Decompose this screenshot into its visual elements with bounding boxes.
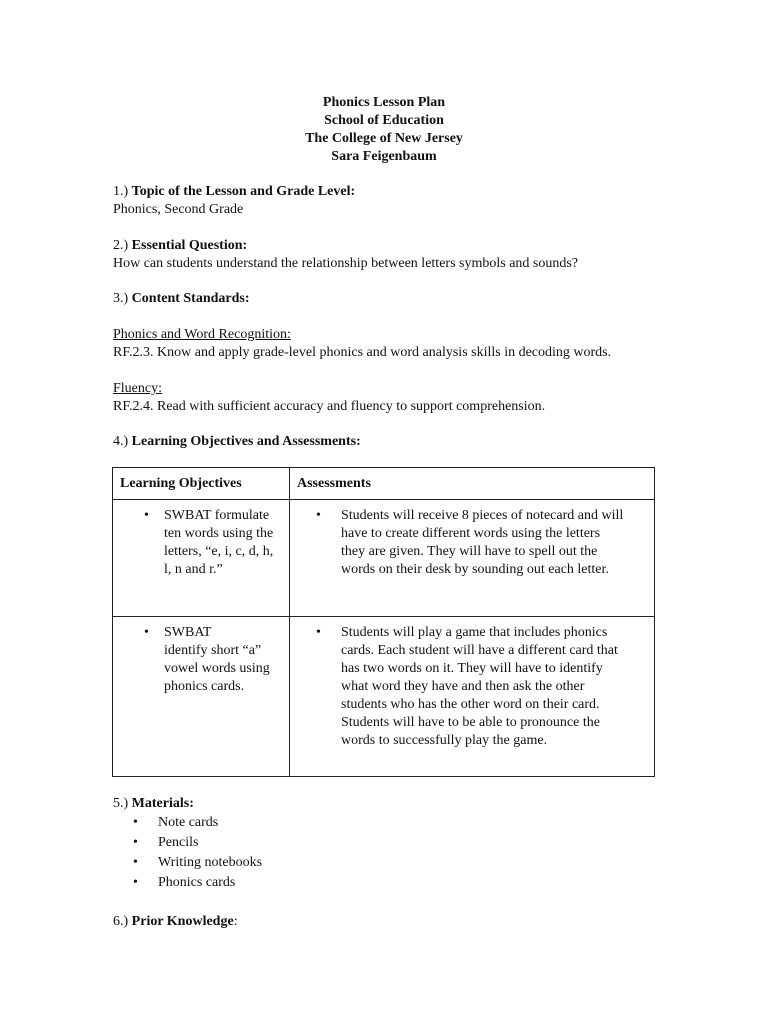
title-line-4: Sara Feigenbaum [331,149,437,164]
bullet-icon: • [133,875,138,890]
objective-bullet [121,624,281,696]
section-title: Topic of the Lesson and Grade Level: [131,184,356,199]
section-title: Essential Question: [131,238,248,253]
document-title-block [0,94,768,166]
section-colon: : [233,914,238,929]
section-title: Materials: [131,796,194,811]
section-topic [113,183,673,219]
standard-phonics [113,326,713,362]
assessment-line: have to create different words using the letters [341,526,601,541]
section-cs-heading [113,290,713,308]
section-topic-heading [113,183,673,201]
section-objectives-heading [113,433,673,451]
list-item [113,873,513,893]
material-label: Pencils [158,835,199,850]
section-number: 6.) [113,914,129,929]
objective-bullet [121,507,281,579]
section-objectives [113,433,673,451]
section-materials [113,795,673,813]
assessment-line: words to successfully play the game. [341,733,548,748]
material-label: Note cards [158,815,219,830]
material-label: Phonics cards [158,875,236,890]
objective-line: letters, “e, i, c, d, h, [164,544,274,559]
objective-line: vowel words using [164,661,270,676]
table-header-assessments: Assessments [290,468,655,500]
table-row [113,617,655,777]
objective-line: ten words using the [164,526,274,541]
section-number: 5.) [113,796,129,811]
objective-cell [113,617,290,777]
assessment-bullet [298,507,646,579]
section-number: 2.) [113,238,129,253]
assessment-line: they are given. They will have to spell out the [341,544,598,559]
standard-fluency [113,380,713,416]
objective-line: SWBAT formulate [164,508,270,523]
section-essential-question [113,237,713,273]
assessment-line: has two words on it. They will have to identify [341,661,603,676]
bullet-icon: • [144,625,149,640]
assessment-line: Students will have to be able to pronounce the [341,715,600,730]
standard-phonics-text: RF.2.3. Know and apply grade-level phonics and word analysis skills in decoding words. [113,345,612,360]
objective-line: phonics cards. [164,679,245,694]
bullet-icon: • [133,835,138,850]
title-line-3: The College of New Jersey [305,131,463,146]
assessment-line: Students will play a game that includes phonics [341,625,608,640]
section-title: Prior Knowledge [131,914,234,929]
standard-fluency-text: RF.2.4. Read with sufficient accuracy and fluency to support comprehension. [113,399,546,414]
assessment-cell [290,500,655,617]
title-line-2: School of Education [324,113,444,128]
assessment-line: words on their desk by sounding out each letter. [341,562,609,577]
objective-line: l, n and r.” [164,562,223,577]
section-materials-heading [113,795,673,813]
section-eq-heading [113,237,713,255]
assessment-bullet [298,624,646,750]
section-title: Learning Objectives and Assessments: [131,434,361,449]
section-topic-text: Phonics, Second Grade [113,202,244,217]
bullet-icon: • [133,815,138,830]
section-number: 4.) [113,434,129,449]
table-header-objectives: Learning Objectives [113,468,290,500]
section-prior-knowledge [113,913,673,931]
bullet-icon: • [133,855,138,870]
material-label: Writing notebooks [158,855,263,870]
list-item [113,833,513,853]
section-title: Content Standards: [131,291,250,306]
assessment-line: Students will receive 8 pieces of notecard and will [341,508,624,523]
title-line-1: Phonics Lesson Plan [322,95,446,110]
objective-line: SWBAT [164,625,212,640]
objective-line: identify short “a” [164,643,262,658]
materials-list [113,813,513,893]
assessment-line: cards. Each student will have a different card that [341,643,618,658]
bullet-icon: • [144,508,149,523]
section-number: 3.) [113,291,129,306]
section-prior-heading [113,913,673,931]
objectives-table [112,467,655,777]
assessment-line: students who has the other word on their card. [341,697,600,712]
section-content-standards [113,290,713,308]
list-item [113,813,513,833]
table-row [113,500,655,617]
assessment-line: what word they have and then ask the other [341,679,585,694]
bullet-icon: • [316,625,321,640]
standard-fluency-title: Fluency: [113,381,162,396]
section-eq-text: How can students understand the relationship between letters symbols and sounds? [113,256,579,271]
assessment-cell [290,617,655,777]
table-header-row [113,468,655,500]
list-item [113,853,513,873]
objective-cell [113,500,290,617]
standard-phonics-title: Phonics and Word Recognition: [113,327,291,342]
bullet-icon: • [316,508,321,523]
section-number: 1.) [113,184,129,199]
